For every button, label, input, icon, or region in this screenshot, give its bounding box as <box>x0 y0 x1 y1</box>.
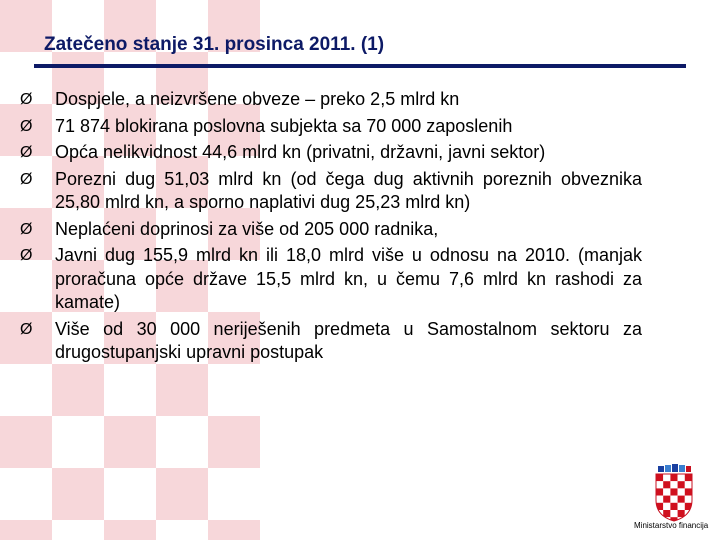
bullet-item <box>20 115 642 139</box>
bullet-text: Javni dug 155,9 mlrd kn ili 18,0 mlrd više u odnosu na 2010. (manjak proračuna opće države 15,5 mlrd kn, u čemu 7,6 mlrd kn rashodi za kamate) <box>55 245 642 312</box>
bullet-item <box>20 88 642 112</box>
arrow-bullet-icon: Ø <box>20 117 33 135</box>
bullet-text: Više od 30 000 neriješenih predmeta u Samostalnom sektoru za drugostupanjski upravni postupak <box>55 318 642 362</box>
title-underline <box>34 64 686 68</box>
arrow-bullet-icon: Ø <box>20 320 33 338</box>
bullet-item <box>20 168 642 215</box>
arrow-bullet-icon: Ø <box>20 220 33 238</box>
arrow-bullet-icon: Ø <box>20 144 33 161</box>
bullet-text: Opća nelikvidnost 44,6 mlrd kn (privatni, državni, javni sektor) <box>55 142 546 162</box>
arrow-bullet-icon: Ø <box>20 91 33 108</box>
bullet-item <box>20 318 642 365</box>
slide-title: Zatečeno stanje 31. prosinca 2011. (1) <box>44 34 385 55</box>
crest-crown <box>658 464 691 472</box>
bullet-text: Neplaćeni doprinosi za više od 205 000 radnika, <box>55 218 439 239</box>
bullet-text: 71 874 blokirana poslovna subjekta sa 70 000 zaposlenih <box>55 115 513 136</box>
bullet-text: Porezni dug 51,03 mlrd kn (od čega dug aktivnih poreznih obveznika 25,80 mlrd kn, a sporno naplativi dug 25,23 mlrd kn) <box>55 168 642 212</box>
croatian-coat-of-arms-icon <box>652 464 696 522</box>
bullet-item <box>20 244 642 315</box>
ministry-label: Ministarstvo financija <box>634 521 709 530</box>
bullet-text: Dospjele, a neizvršene obveze – preko 2,5 mlrd kn <box>55 89 460 109</box>
arrow-bullet-icon: Ø <box>20 247 33 264</box>
bullet-item <box>20 141 642 165</box>
arrow-bullet-icon: Ø <box>20 170 33 188</box>
bullet-item <box>20 218 642 242</box>
bullet-list <box>20 88 642 368</box>
